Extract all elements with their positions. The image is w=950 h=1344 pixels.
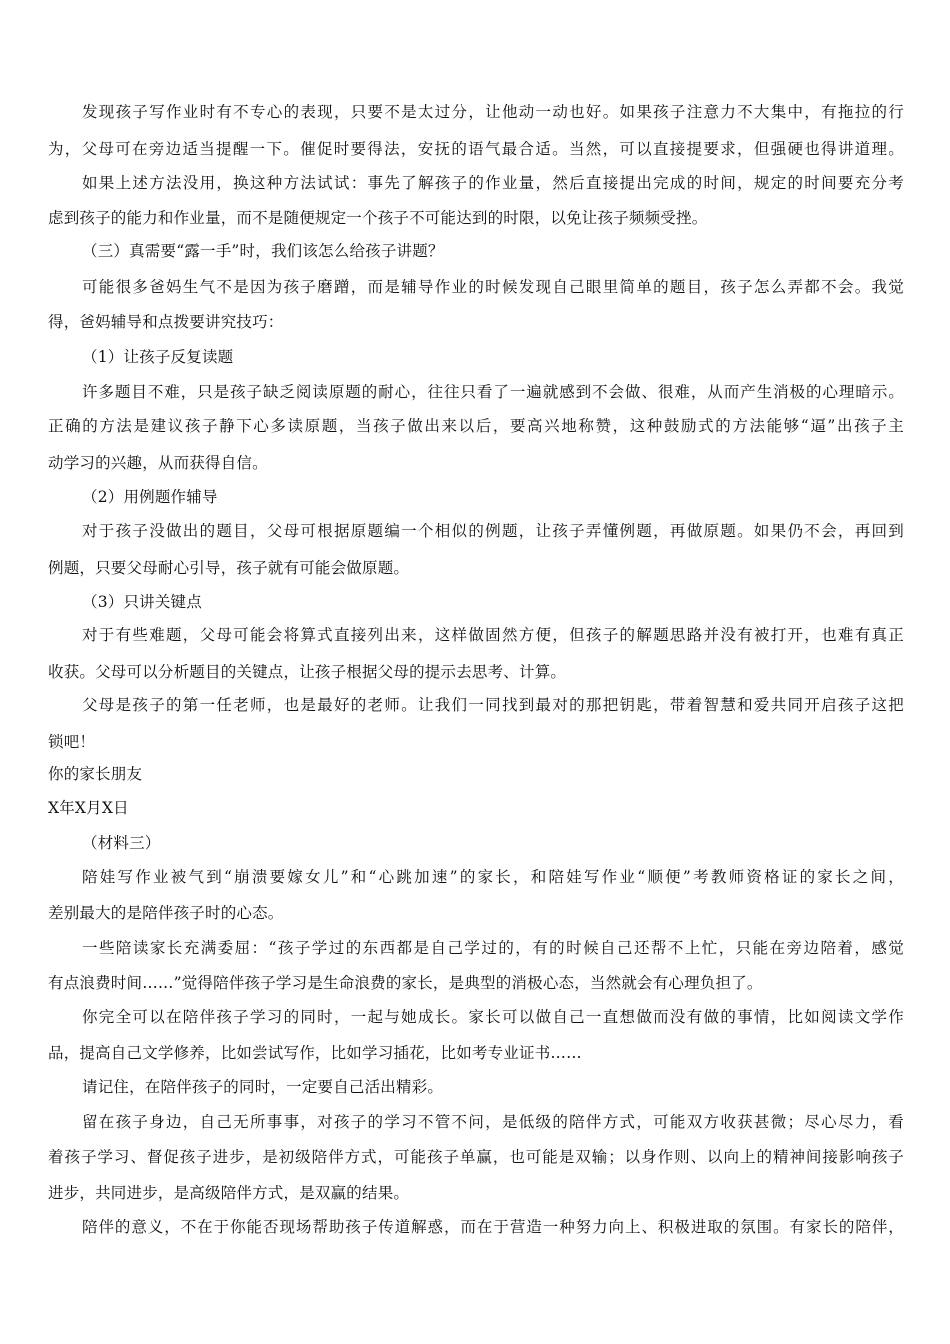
paragraph-line: 留在孩子身边，自己无所事事，对孩子的学习不管不问，是低级的陪伴方式，可能双方收获甚微；尽心尽力，看: [82, 1113, 904, 1131]
paragraph-line: 陪伴的意义，不在于你能否现场帮助孩子传道解惑，而在于营造一种努力向上、积极进取的氛围。有家长的陪伴，: [82, 1218, 904, 1236]
paragraph-line: 得，爸妈辅导和点拨要讲究技巧：: [48, 313, 284, 331]
paragraph-line: 为，父母可在旁边适当提醒一下。催促时要得法，安抚的语气最合适。当然，可以直接提要求，但强硬也得讲道理。: [48, 140, 904, 158]
paragraph-line: 进步，共同进步，是高级陪伴方式，是双赢的结果。: [48, 1184, 410, 1202]
paragraph-line: 对于有些难题，父母可能会将算式直接列出来，这样做固然方便，但孩子的解题思路并没有被打开，也难有真正: [82, 626, 904, 644]
paragraph-line: 父母是孩子的第一任老师，也是最好的老师。让我们一同找到最对的那把钥匙，带着智慧和爱共同开启孩子这把: [82, 696, 904, 714]
paragraph-line: 差别最大的是陪伴孩子时的心态。: [48, 904, 284, 922]
paragraph-line: 例题，只要父母耐心引导，孩子就有可能会做原题。: [48, 559, 410, 577]
paragraph-line: 如果上述方法没用，换这种方法试试：事先了解孩子的作业量，然后直接提出完成的时间，规定的时间要充分考: [82, 174, 904, 192]
paragraph-line: 着孩子学习、督促孩子进步，是初级陪伴方式，可能孩子单赢，也可能是双输；以身作则、以向上的精神间接影响孩子: [48, 1148, 904, 1166]
paragraph-line: 一些陪读家长充满委屈：“孩子学过的东西都是自己学过的，有的时候自己还帮不上忙，只能在旁边陪着，感觉: [82, 939, 904, 957]
paragraph-line: 陪娃写作业被气到“崩溃要嫁女儿”和“心跳加速”的家长，和陪娃写作业“顺便”考教师资格证的家长之间，: [82, 868, 904, 886]
paragraph-line: 请记住，在陪伴孩子的同时，一定要自己活出精彩。: [82, 1078, 444, 1096]
signature-date: X年X月X日: [48, 799, 129, 817]
paragraph-line: 虑到孩子的能力和作业量，而不是随便规定一个孩子不可能达到的时限，以免让孩子频频受挫。: [48, 209, 708, 227]
paragraph-line: 有点浪费时间……”觉得陪伴孩子学习是生命浪费的家长，是典型的消极心态，当然就会有心理负担了。: [48, 974, 763, 992]
subsection-heading: （1）让孩子反复读题: [82, 348, 234, 366]
paragraph-line: 品，提高自己文学修养，比如尝试写作，比如学习插花，比如考专业证书……: [48, 1044, 582, 1062]
paragraph-line: 许多题目不难，只是孩子缺乏阅读原题的耐心，往往只看了一遍就感到不会做、很难，从而产生消极的心理暗示。: [82, 383, 904, 401]
paragraph-line: 动学习的兴趣，从而获得自信。: [48, 454, 268, 472]
material-heading: （材料三）: [82, 834, 161, 852]
paragraph-line: 锁吧！: [48, 733, 96, 751]
subsection-heading: （2）用例题作辅导: [82, 488, 218, 506]
subsection-heading: （3）只讲关键点: [82, 593, 202, 611]
section-heading: （三）真需要“露一手”时，我们该怎么给孩子讲题？: [82, 242, 444, 260]
signature-name: 你的家长朋友: [48, 765, 143, 783]
paragraph-line: 发现孩子写作业时有不专心的表现，只要不是太过分，让他动一动也好。如果孩子注意力不大集中，有拖拉的行: [82, 103, 904, 121]
paragraph-line: 可能很多爸妈生气不是因为孩子磨蹭，而是辅导作业的时候发现自己眼里简单的题目，孩子怎么弄都不会。我觉: [82, 278, 904, 296]
paragraph-line: 收获。父母可以分析题目的关键点，让孩子根据父母的提示去思考、计算。: [48, 663, 567, 681]
paragraph-line: 对于孩子没做出的题目，父母可根据原题编一个相似的例题，让孩子弄懂例题，再做原题。如果仍不会，再回到: [82, 522, 904, 540]
paragraph-line: 你完全可以在陪伴孩子学习的同时，一起与她成长。家长可以做自己一直想做而没有做的事情，比如阅读文学作: [82, 1008, 904, 1026]
paragraph-line: 正确的方法是建议孩子静下心多读原题，当孩子做出来以后，要高兴地称赞，这种鼓励式的方法能够“逼”出孩子主: [48, 417, 904, 435]
